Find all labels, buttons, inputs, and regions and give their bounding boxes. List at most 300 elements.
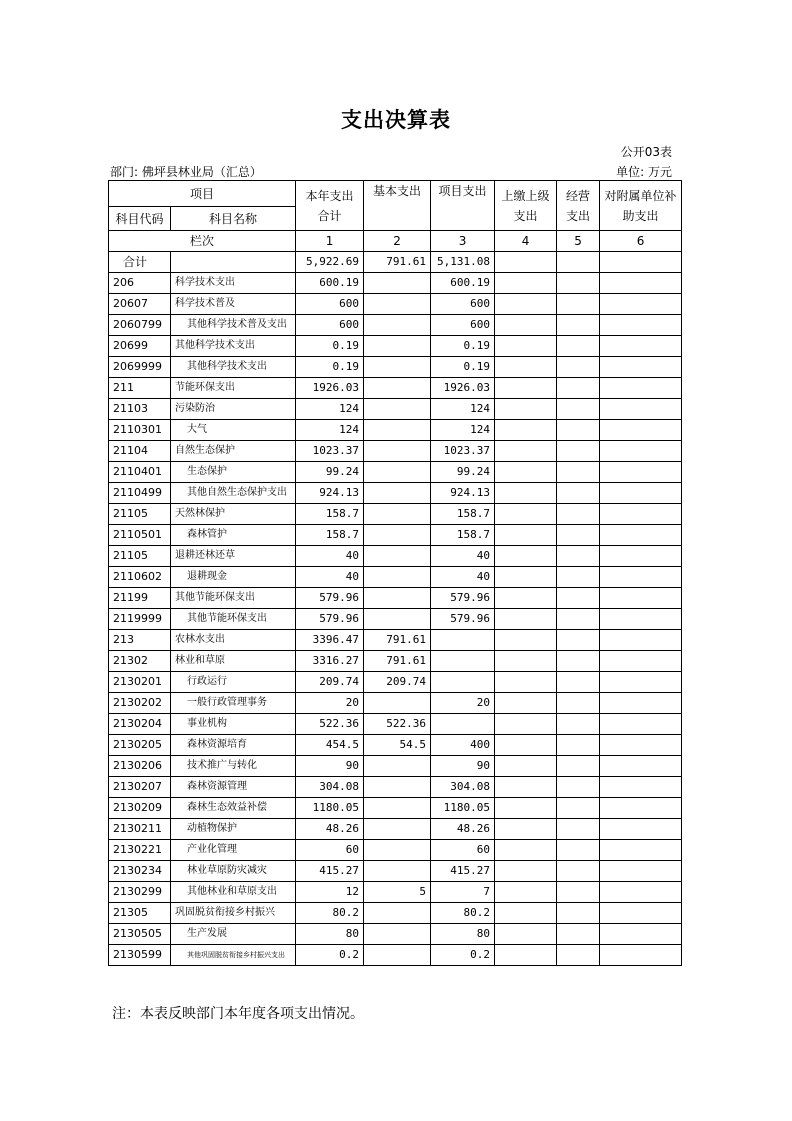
- cell-name: 林业草原防灾减灾: [171, 861, 296, 882]
- cell-basic: [364, 924, 431, 945]
- cell-empty: [557, 441, 600, 462]
- cell-empty: [495, 378, 557, 399]
- table-row: [109, 399, 682, 420]
- cell-empty: [495, 441, 557, 462]
- cell-total: 924.13: [296, 483, 364, 504]
- cell-basic: [364, 756, 431, 777]
- cell-code: 2130211: [109, 819, 171, 840]
- cell-name: 技术推广与转化: [171, 756, 296, 777]
- cell-empty: [600, 357, 682, 378]
- cell-name: 森林管护: [171, 525, 296, 546]
- cell-code: 2060799: [109, 315, 171, 336]
- cell-empty: [557, 735, 600, 756]
- cell-code: 2110401: [109, 462, 171, 483]
- cell-code: 2110499: [109, 483, 171, 504]
- cell-empty: [600, 441, 682, 462]
- cell-name: 天然林保护: [171, 504, 296, 525]
- cell-total: 158.7: [296, 525, 364, 546]
- cell-basic: 209.74: [364, 672, 431, 693]
- cell-empty: [600, 609, 682, 630]
- cell-total: 3396.47: [296, 630, 364, 651]
- cell-basic: 5: [364, 882, 431, 903]
- col-number-3: 3: [431, 231, 495, 252]
- cell-total: 600: [296, 294, 364, 315]
- cell-code: 2069999: [109, 357, 171, 378]
- table-row: [109, 357, 682, 378]
- cell-empty: [557, 651, 600, 672]
- header-lanci: 栏次: [109, 231, 296, 252]
- cell-proj: 7: [431, 882, 495, 903]
- page-title: 支出决算表: [341, 108, 451, 132]
- cell-code: 211: [109, 378, 171, 399]
- cell-basic: [364, 378, 431, 399]
- unit-label: 单位: 万元: [616, 165, 672, 179]
- cell-proj: 158.7: [431, 525, 495, 546]
- department-label: 部门: 佛坪县林业局（汇总）: [110, 165, 262, 179]
- cell-total: 3316.27: [296, 651, 364, 672]
- cell-proj: [431, 630, 495, 651]
- cell-empty: [495, 462, 557, 483]
- expenditure-table: [108, 180, 682, 966]
- header-project-exp: 项目支出: [431, 181, 495, 231]
- cell-empty: [600, 483, 682, 504]
- table-row: [109, 420, 682, 441]
- cell-proj: 1926.03: [431, 378, 495, 399]
- cell-code: 21104: [109, 441, 171, 462]
- cell-basic: 791.61: [364, 651, 431, 672]
- cell-empty: [495, 567, 557, 588]
- cell-basic: [364, 525, 431, 546]
- table-row: [109, 777, 682, 798]
- cell-basic: [364, 273, 431, 294]
- cell-code: 2130204: [109, 714, 171, 735]
- cell-empty: [557, 462, 600, 483]
- cell-total: 124: [296, 420, 364, 441]
- col-number-6: 6: [600, 231, 682, 252]
- total-label: 合计: [109, 252, 171, 273]
- cell-proj: 1180.05: [431, 798, 495, 819]
- cell-code: 21305: [109, 903, 171, 924]
- total-project: 5,131.08: [431, 252, 495, 273]
- cell-basic: [364, 861, 431, 882]
- cell-empty: [600, 504, 682, 525]
- cell-code: 2119999: [109, 609, 171, 630]
- cell-empty: [495, 861, 557, 882]
- cell-code: 2110301: [109, 420, 171, 441]
- cell-code: 2130206: [109, 756, 171, 777]
- cell-empty: [495, 672, 557, 693]
- table-row: [109, 546, 682, 567]
- cell-name: 其他节能环保支出: [171, 588, 296, 609]
- cell-code: 2130209: [109, 798, 171, 819]
- table-row: [109, 693, 682, 714]
- cell-name: 巩固脱贫衔接乡村振兴: [171, 903, 296, 924]
- table-row: [109, 630, 682, 651]
- cell-empty: [600, 336, 682, 357]
- cell-empty: [600, 294, 682, 315]
- cell-empty: [600, 924, 682, 945]
- cell-empty: [600, 945, 682, 966]
- cell-proj: 579.96: [431, 588, 495, 609]
- header-project: 项目: [109, 181, 296, 207]
- cell-empty: [600, 672, 682, 693]
- table-row: [109, 651, 682, 672]
- cell-empty: [557, 945, 600, 966]
- table-row: [109, 735, 682, 756]
- cell-basic: [364, 483, 431, 504]
- cell-code: 21105: [109, 504, 171, 525]
- cell-total: 12: [296, 882, 364, 903]
- cell-proj: 600.19: [431, 273, 495, 294]
- cell-empty: [495, 882, 557, 903]
- cell-empty: [557, 714, 600, 735]
- header-basic: 基本支出: [364, 181, 431, 231]
- cell-name: 森林资源管理: [171, 777, 296, 798]
- cell-proj: 415.27: [431, 861, 495, 882]
- col-number-1: 1: [296, 231, 364, 252]
- cell-code: 2130221: [109, 840, 171, 861]
- cell-basic: [364, 840, 431, 861]
- table-row: [109, 378, 682, 399]
- cell-empty: [557, 567, 600, 588]
- cell-empty: [600, 714, 682, 735]
- cell-proj: 124: [431, 399, 495, 420]
- table-row: [109, 924, 682, 945]
- footnote: 注：本表反映部门本年度各项支出情况。: [112, 1006, 364, 1022]
- cell-proj: [431, 672, 495, 693]
- cell-total: 20: [296, 693, 364, 714]
- cell-basic: [364, 567, 431, 588]
- cell-total: 579.96: [296, 588, 364, 609]
- cell-empty: [600, 546, 682, 567]
- cell-empty: [495, 840, 557, 861]
- cell-total: 99.24: [296, 462, 364, 483]
- cell-empty: [557, 609, 600, 630]
- cell-name: 其他节能环保支出: [171, 609, 296, 630]
- header-name: 科目名称: [171, 207, 296, 231]
- cell-proj: [431, 714, 495, 735]
- cell-total: 48.26: [296, 819, 364, 840]
- cell-empty: [495, 399, 557, 420]
- cell-empty: [557, 504, 600, 525]
- cell-total: 522.36: [296, 714, 364, 735]
- cell-code: 2130207: [109, 777, 171, 798]
- form-number: 公开03表: [620, 145, 672, 159]
- cell-code: 20699: [109, 336, 171, 357]
- cell-empty: [600, 693, 682, 714]
- cell-empty: [600, 882, 682, 903]
- cell-name: 退耕现金: [171, 567, 296, 588]
- cell-empty: [557, 378, 600, 399]
- cell-empty: [557, 861, 600, 882]
- cell-empty: [557, 840, 600, 861]
- cell-empty: [600, 462, 682, 483]
- cell-basic: 791.61: [364, 630, 431, 651]
- cell-basic: [364, 420, 431, 441]
- cell-total: 209.74: [296, 672, 364, 693]
- cell-basic: [364, 588, 431, 609]
- cell-proj: 60: [431, 840, 495, 861]
- cell-proj: [431, 651, 495, 672]
- cell-basic: [364, 315, 431, 336]
- cell-empty: [600, 588, 682, 609]
- cell-basic: 54.5: [364, 735, 431, 756]
- cell-code: 2130299: [109, 882, 171, 903]
- cell-empty: [495, 609, 557, 630]
- cell-empty: [557, 420, 600, 441]
- table-row: [109, 840, 682, 861]
- cell-empty: [495, 735, 557, 756]
- cell-name: 自然生态保护: [171, 441, 296, 462]
- cell-basic: [364, 441, 431, 462]
- cell-empty: [495, 924, 557, 945]
- cell-name: 其他自然生态保护支出: [171, 483, 296, 504]
- cell-empty: [557, 756, 600, 777]
- total-basic: 791.61: [364, 252, 431, 273]
- cell-code: 2110501: [109, 525, 171, 546]
- cell-total: 304.08: [296, 777, 364, 798]
- table-row: [109, 315, 682, 336]
- cell-name: 科学技术支出: [171, 273, 296, 294]
- cell-name: 生态保护: [171, 462, 296, 483]
- cell-proj: 90: [431, 756, 495, 777]
- cell-empty: [495, 525, 557, 546]
- table-row: [109, 903, 682, 924]
- cell-basic: [364, 819, 431, 840]
- cell-code: 2130201: [109, 672, 171, 693]
- cell-proj: 40: [431, 567, 495, 588]
- cell-empty: [495, 420, 557, 441]
- cell-total: 90: [296, 756, 364, 777]
- cell-empty: [600, 378, 682, 399]
- cell-empty: [495, 504, 557, 525]
- cell-empty: [495, 315, 557, 336]
- table-row: [109, 336, 682, 357]
- table-row: [109, 294, 682, 315]
- cell-total: 158.7: [296, 504, 364, 525]
- cell-code: 2130234: [109, 861, 171, 882]
- cell-empty: [495, 294, 557, 315]
- cell-name: 其他科学技术支出: [171, 336, 296, 357]
- cell-total: 0.2: [296, 945, 364, 966]
- table-row: [109, 462, 682, 483]
- cell-empty: [495, 777, 557, 798]
- cell-total: 1023.37: [296, 441, 364, 462]
- cell-empty: [557, 588, 600, 609]
- cell-empty: [600, 651, 682, 672]
- table-row: [109, 567, 682, 588]
- cell-empty: [495, 630, 557, 651]
- cell-empty: [557, 483, 600, 504]
- cell-total: 40: [296, 567, 364, 588]
- cell-proj: 20: [431, 693, 495, 714]
- cell-basic: [364, 504, 431, 525]
- cell-proj: 80: [431, 924, 495, 945]
- cell-empty: [495, 357, 557, 378]
- cell-total: 454.5: [296, 735, 364, 756]
- total-row: [109, 252, 682, 273]
- cell-empty: [495, 756, 557, 777]
- cell-empty: [557, 630, 600, 651]
- table-row: [109, 672, 682, 693]
- cell-basic: [364, 777, 431, 798]
- cell-proj: 1023.37: [431, 441, 495, 462]
- table-row: [109, 819, 682, 840]
- cell-name: 事业机构: [171, 714, 296, 735]
- table-row: [109, 798, 682, 819]
- cell-code: 2130599: [109, 945, 171, 966]
- cell-empty: [600, 567, 682, 588]
- cell-empty: [600, 798, 682, 819]
- cell-total: 1180.05: [296, 798, 364, 819]
- cell-empty: [495, 693, 557, 714]
- cell-empty: [600, 273, 682, 294]
- cell-name: 农林水支出: [171, 630, 296, 651]
- cell-name: 森林资源培育: [171, 735, 296, 756]
- cell-name: 森林生态效益补偿: [171, 798, 296, 819]
- cell-total: 0.19: [296, 336, 364, 357]
- cell-proj: 124: [431, 420, 495, 441]
- cell-code: 213: [109, 630, 171, 651]
- cell-total: 80.2: [296, 903, 364, 924]
- cell-name: 污染防治: [171, 399, 296, 420]
- col-number-5: 5: [557, 231, 600, 252]
- cell-empty: [600, 630, 682, 651]
- table-row: [109, 525, 682, 546]
- total-value: 5,922.69: [296, 252, 364, 273]
- header-code: 科目代码: [109, 207, 171, 231]
- cell-basic: [364, 294, 431, 315]
- cell-code: 21103: [109, 399, 171, 420]
- cell-code: 2130205: [109, 735, 171, 756]
- cell-basic: [364, 399, 431, 420]
- cell-empty: [557, 273, 600, 294]
- cell-basic: [364, 336, 431, 357]
- cell-basic: [364, 903, 431, 924]
- cell-name: 其他林业和草原支出: [171, 882, 296, 903]
- table-row: [109, 483, 682, 504]
- header-business: 经营支出: [557, 181, 600, 231]
- cell-empty: [557, 315, 600, 336]
- cell-empty: [495, 714, 557, 735]
- cell-name: 节能环保支出: [171, 378, 296, 399]
- cell-code: 21199: [109, 588, 171, 609]
- cell-empty: [600, 525, 682, 546]
- cell-name: 其他科学技术普及支出: [171, 315, 296, 336]
- cell-proj: 80.2: [431, 903, 495, 924]
- cell-name: 生产发展: [171, 924, 296, 945]
- cell-code: 21302: [109, 651, 171, 672]
- cell-empty: [600, 735, 682, 756]
- cell-basic: [364, 546, 431, 567]
- col-number-2: 2: [364, 231, 431, 252]
- cell-name: 其他科学技术支出: [171, 357, 296, 378]
- header-total: 本年支出合计: [296, 181, 364, 231]
- cell-empty: [495, 546, 557, 567]
- cell-basic: [364, 609, 431, 630]
- cell-basic: [364, 693, 431, 714]
- cell-name: 退耕还林还草: [171, 546, 296, 567]
- cell-empty: [600, 903, 682, 924]
- table-row: [109, 588, 682, 609]
- table-row: [109, 504, 682, 525]
- cell-proj: 600: [431, 315, 495, 336]
- cell-name: 其他巩固脱贫衔接乡村振兴支出: [171, 945, 296, 966]
- cell-proj: 40: [431, 546, 495, 567]
- cell-name: 行政运行: [171, 672, 296, 693]
- cell-code: 2130505: [109, 924, 171, 945]
- cell-empty: [557, 924, 600, 945]
- cell-proj: 48.26: [431, 819, 495, 840]
- cell-empty: [495, 651, 557, 672]
- cell-total: 579.96: [296, 609, 364, 630]
- cell-code: 2110602: [109, 567, 171, 588]
- cell-empty: [557, 525, 600, 546]
- col-number-4: 4: [495, 231, 557, 252]
- cell-empty: [495, 903, 557, 924]
- cell-empty: [557, 672, 600, 693]
- cell-code: 21105: [109, 546, 171, 567]
- cell-proj: 0.19: [431, 357, 495, 378]
- cell-total: 40: [296, 546, 364, 567]
- table-row: [109, 945, 682, 966]
- cell-basic: 522.36: [364, 714, 431, 735]
- table-row: [109, 609, 682, 630]
- cell-empty: [557, 903, 600, 924]
- cell-name: 一般行政管理事务: [171, 693, 296, 714]
- cell-proj: 400: [431, 735, 495, 756]
- cell-total: 0.19: [296, 357, 364, 378]
- cell-code: 2130202: [109, 693, 171, 714]
- cell-empty: [557, 882, 600, 903]
- cell-proj: 304.08: [431, 777, 495, 798]
- table-row: [109, 273, 682, 294]
- cell-basic: [364, 357, 431, 378]
- cell-empty: [600, 315, 682, 336]
- cell-code: 206: [109, 273, 171, 294]
- header-upper: 上缴上级支出: [495, 181, 557, 231]
- cell-empty: [557, 819, 600, 840]
- cell-total: 600: [296, 315, 364, 336]
- cell-total: 60: [296, 840, 364, 861]
- table-row: [109, 756, 682, 777]
- cell-name: 产业化管理: [171, 840, 296, 861]
- cell-total: 415.27: [296, 861, 364, 882]
- table-row: [109, 441, 682, 462]
- cell-empty: [557, 798, 600, 819]
- cell-proj: 158.7: [431, 504, 495, 525]
- cell-empty: [495, 945, 557, 966]
- cell-total: 600.19: [296, 273, 364, 294]
- cell-empty: [600, 420, 682, 441]
- cell-empty: [600, 777, 682, 798]
- cell-empty: [495, 798, 557, 819]
- cell-code: 20607: [109, 294, 171, 315]
- cell-name: 大气: [171, 420, 296, 441]
- cell-empty: [495, 336, 557, 357]
- table-row: [109, 882, 682, 903]
- cell-empty: [557, 357, 600, 378]
- table-row: [109, 714, 682, 735]
- cell-proj: 579.96: [431, 609, 495, 630]
- cell-empty: [600, 840, 682, 861]
- cell-proj: 0.2: [431, 945, 495, 966]
- cell-empty: [600, 399, 682, 420]
- header-subsidy: 对附属单位补助支出: [600, 181, 682, 231]
- cell-proj: 600: [431, 294, 495, 315]
- cell-empty: [495, 483, 557, 504]
- cell-empty: [557, 294, 600, 315]
